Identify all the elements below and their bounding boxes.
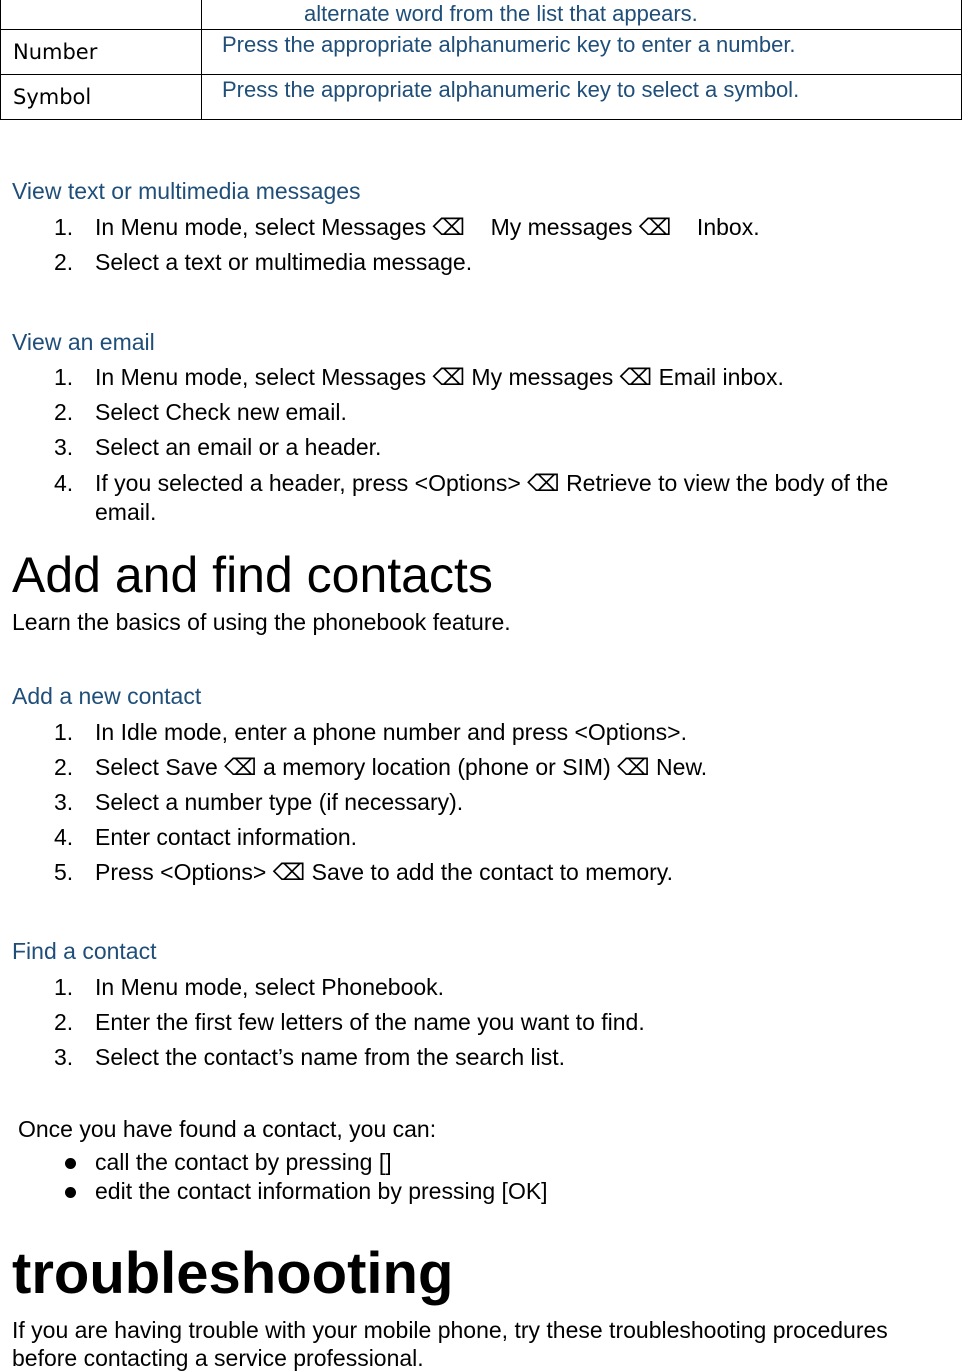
list-text: If you selected a header, press <Options> ⌫ Retrieve to view the body of the email. <box>95 470 889 525</box>
section-heading-view-email: View an email <box>12 329 155 355</box>
list-text: Select a number type (if necessary). <box>95 789 464 815</box>
list-number: 1. <box>54 974 74 1000</box>
troubleshooting-intro: If you are having trouble with your mobile phone, try these troubleshooting procedures before contacting a service professional. <box>12 1317 888 1371</box>
list-number: 2. <box>54 1009 74 1035</box>
table-row <box>1 30 962 75</box>
list-number: 2. <box>54 754 74 780</box>
list-item <box>54 1009 645 1036</box>
bullet-dot-icon <box>65 1187 76 1198</box>
list-text: In Menu mode, select Messages ⌫ My messages ⌫ Inbox. <box>95 214 760 240</box>
list-item <box>54 974 444 1001</box>
list-text: In Idle mode, enter a phone number and press <Options>. <box>95 719 687 745</box>
table-value-cell: Press the appropriate alphanumeric key to enter a number. <box>202 30 962 75</box>
list-text: Enter contact information. <box>95 824 358 850</box>
table-value-cell: Press the appropriate alphanumeric key to select a symbol. <box>202 75 962 120</box>
list-number: 1. <box>54 364 74 390</box>
list-text: In Menu mode, select Messages ⌫ My messages ⌫ Email inbox. <box>95 364 784 390</box>
once-found-text: Once you have found a contact, you can: <box>18 1116 437 1142</box>
table-key-cell <box>1 0 202 30</box>
list-number: 5. <box>54 859 74 885</box>
list-number: 3. <box>54 789 74 815</box>
bullet-dot-icon <box>65 1158 76 1169</box>
page-title-contacts: Add and find contacts <box>12 547 493 603</box>
list-number: 2. <box>54 249 74 275</box>
table-value-cell: alternate word from the list that appears. <box>202 0 962 30</box>
page-title-troubleshooting: troubleshooting <box>12 1241 454 1306</box>
bullet-text: call the contact by pressing [] <box>95 1149 392 1175</box>
bullet-item <box>62 1178 548 1205</box>
list-text: Select Save ⌫ a memory location (phone or SIM) ⌫ New. <box>95 754 708 780</box>
list-text: Select an email or a header. <box>95 434 382 460</box>
list-number: 3. <box>54 434 74 460</box>
list-item <box>54 469 934 527</box>
list-item <box>54 214 760 241</box>
table-row <box>1 0 962 30</box>
list-text: Press <Options> ⌫ Save to add the contact to memory. <box>95 859 673 885</box>
table-key-cell: Symbol <box>1 75 202 120</box>
list-number: 1. <box>54 719 74 745</box>
contacts-intro: Learn the basics of using the phonebook feature. <box>12 609 511 635</box>
list-text: Enter the first few letters of the name you want to find. <box>95 1009 645 1035</box>
list-item <box>54 824 357 851</box>
list-number: 4. <box>54 470 74 496</box>
list-item <box>54 859 673 886</box>
list-item <box>54 249 472 276</box>
list-item <box>54 719 687 746</box>
list-number: 2. <box>54 399 74 425</box>
list-number: 4. <box>54 824 74 850</box>
table-key-cell: Number <box>1 30 202 75</box>
list-text: Select a text or multimedia message. <box>95 249 473 275</box>
list-text: In Menu mode, select Phonebook. <box>95 974 445 1000</box>
list-number: 3. <box>54 1044 74 1070</box>
list-item <box>54 399 347 426</box>
list-text: Select Check new email. <box>95 399 347 425</box>
list-number: 1. <box>54 214 74 240</box>
section-heading-find-contact: Find a contact <box>12 938 157 964</box>
list-item <box>54 1044 565 1071</box>
list-item <box>54 434 381 461</box>
bullet-text: edit the contact information by pressing [OK] <box>95 1178 548 1204</box>
key-function-table <box>0 0 962 120</box>
section-heading-view-messages: View text or multimedia messages <box>12 178 361 204</box>
section-heading-add-contact: Add a new contact <box>12 683 202 709</box>
list-item <box>54 754 707 781</box>
list-text: Select the contact’s name from the search list. <box>95 1044 566 1070</box>
table-row <box>1 75 962 120</box>
bullet-item <box>62 1149 392 1176</box>
list-item <box>54 789 463 816</box>
list-item <box>54 364 784 391</box>
